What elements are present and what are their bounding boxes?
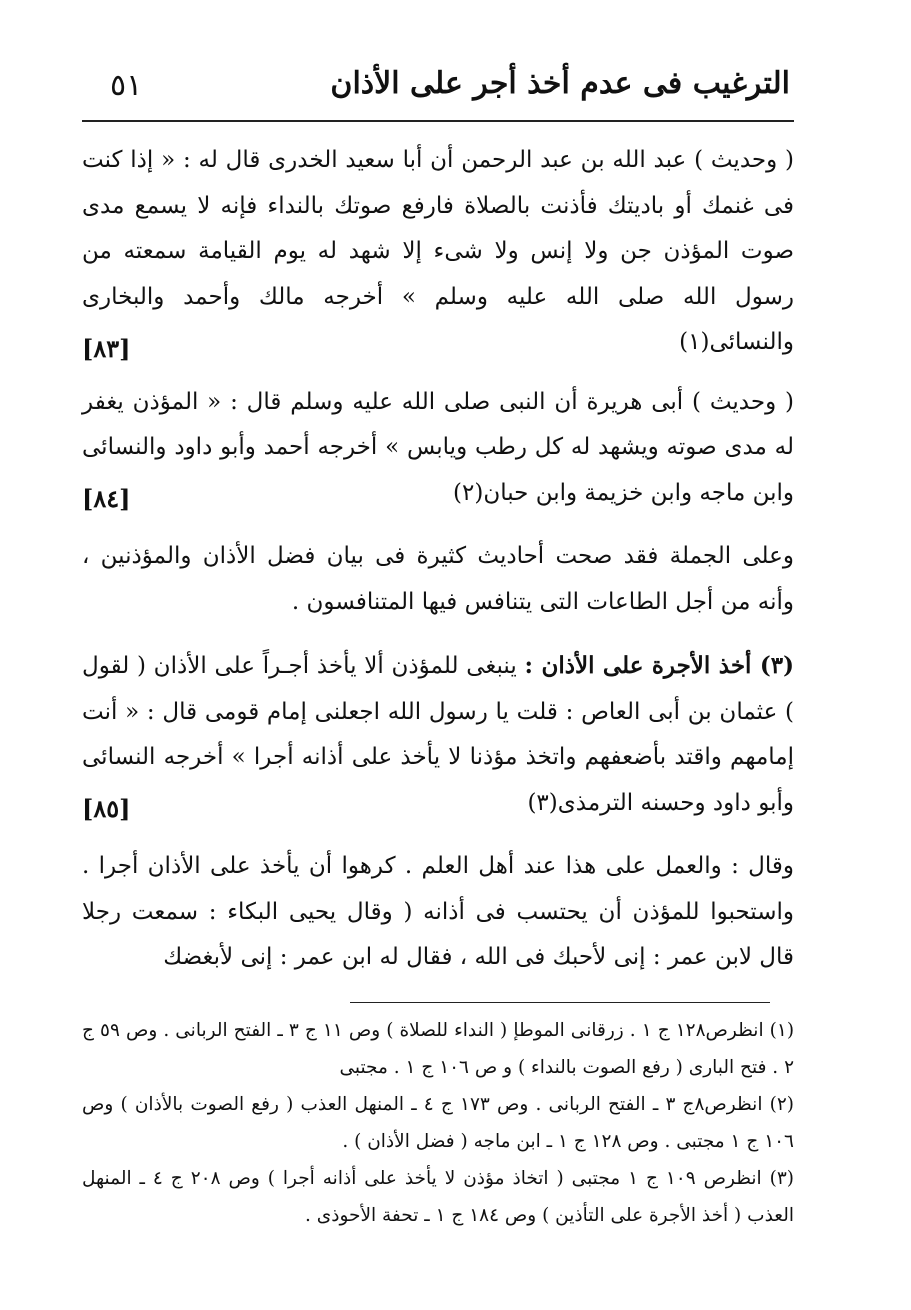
- page-number: ٥١: [110, 68, 143, 103]
- paragraph-hadith-abu-hurayra: [82, 380, 794, 517]
- footnote-rule: [350, 1002, 770, 1003]
- page-header: [100, 62, 790, 112]
- paragraph-text: ( وحديث ) أبى هريرة أن النبى صلى الله عليه وسلم قال : « المؤذن يغفر له مدى صوته ويشهد له كل رطب ويابس » أخرجه أحمد وأبو داود والنسائى وابن ماجه وابن خزيمة وابن حبان(٢): [82, 388, 795, 506]
- paragraph-tirmidhi-comment: [82, 844, 794, 981]
- paragraph-text: ( وحديث ) عبد الله بن عبد الرحمن أن أبا سعيد الخدرى قال له : « إذا كنت فى غنمك أو باديتك فأذنت بالصلاة فارفع صوتك بالنداء فإنه لا يسمع مدى صوت المؤذن جن ولا إنس ولا شىء إلا شهد له يوم القيامة سمعته من رسول الله صلى الله عليه وسلم » أخرجه مالك وأحمد والبخارى والنسائى(١): [82, 147, 794, 355]
- footnote-2: (٢) انظرص٨ج ٣ ـ الفتح الربانى . وص ١٧٣ ج ٤ ـ المنهل العذب ( رفع الصوت بالأذان ) وص ١٠٦ ج ١ مجتبى . وص ١٢٨ ج ١ ـ ابن ماجه ( فضل الأذان ) .: [82, 1094, 795, 1152]
- footnote-3: (٣) انظرص ١٠٩ ج ١ مجتبى ( اتخاذ مؤذن لا يأخذ على أذانه أجرا ) وص ٢٠٨ ج ٤ ـ المنهل العذب ( أخذ الأجرة على التأذين ) وص ١٨٤ ج ١ ـ تحفة الأحوذى .: [82, 1168, 794, 1226]
- hadith-number: [٨٤]: [82, 484, 131, 514]
- header-rule: [82, 120, 794, 122]
- paragraph-text: وعلى الجملة فقد صحت أحاديث كثيرة فى بيان فضل الأذان والمؤذنين ، وأنه من أجل الطاعات التى يتنافس فيها المتنافسون .: [82, 543, 794, 615]
- paragraph-hadith-abu-said: [82, 138, 794, 366]
- hadith-number: [٨٥]: [82, 794, 131, 824]
- paragraph-text: وقال : والعمل على هذا عند أهل العلم . كرهوا أن يأخذ على الأذان أجرا . واستحبوا للمؤذن أن يحتسب فى أذانه ( وقال يحيى البكاء : سمعت رجلا قال لابن عمر : إنى لأحبك فى الله ، فقال له ابن عمر : إنى لأبغضك: [82, 853, 794, 970]
- hadith-number: [٨٣]: [82, 333, 131, 363]
- main-text: [82, 138, 794, 981]
- footnotes: [82, 1012, 794, 1234]
- section-heading: (٣) أخذ الأجرة على الأذان :: [524, 652, 794, 679]
- footnote-1: (١) انظرص١٢٨ ج ١ . زرقانى الموطإ ( النداء للصلاة ) وص ١١ ج ٣ ـ الفتح الربانى . وص ٥٩ ج ٢ . فتح البارى ( رفع الصوت بالنداء ) و ص ١٠٦ ج ١ . مجتبى: [82, 1020, 795, 1078]
- paragraph-summary: [82, 534, 794, 625]
- paragraph-text: ينبغى للمؤذن ألا يأخذ أجـراً على الأذان ( لقول ) عثمان بن أبى العاص : قلت يا رسول الله اجعلنى إمام قومى قال : « أنت إمامهم واقتد بأضعفهم واتخذ مؤذنا لا يأخذ على أذانه أجرا » أخرجه النسائى وأبو داود وحسنه الترمذى(٣): [82, 653, 794, 816]
- paragraph-section-3: [82, 643, 794, 826]
- running-title: الترغيب فى عدم أخذ أجر على الأذان: [330, 66, 790, 101]
